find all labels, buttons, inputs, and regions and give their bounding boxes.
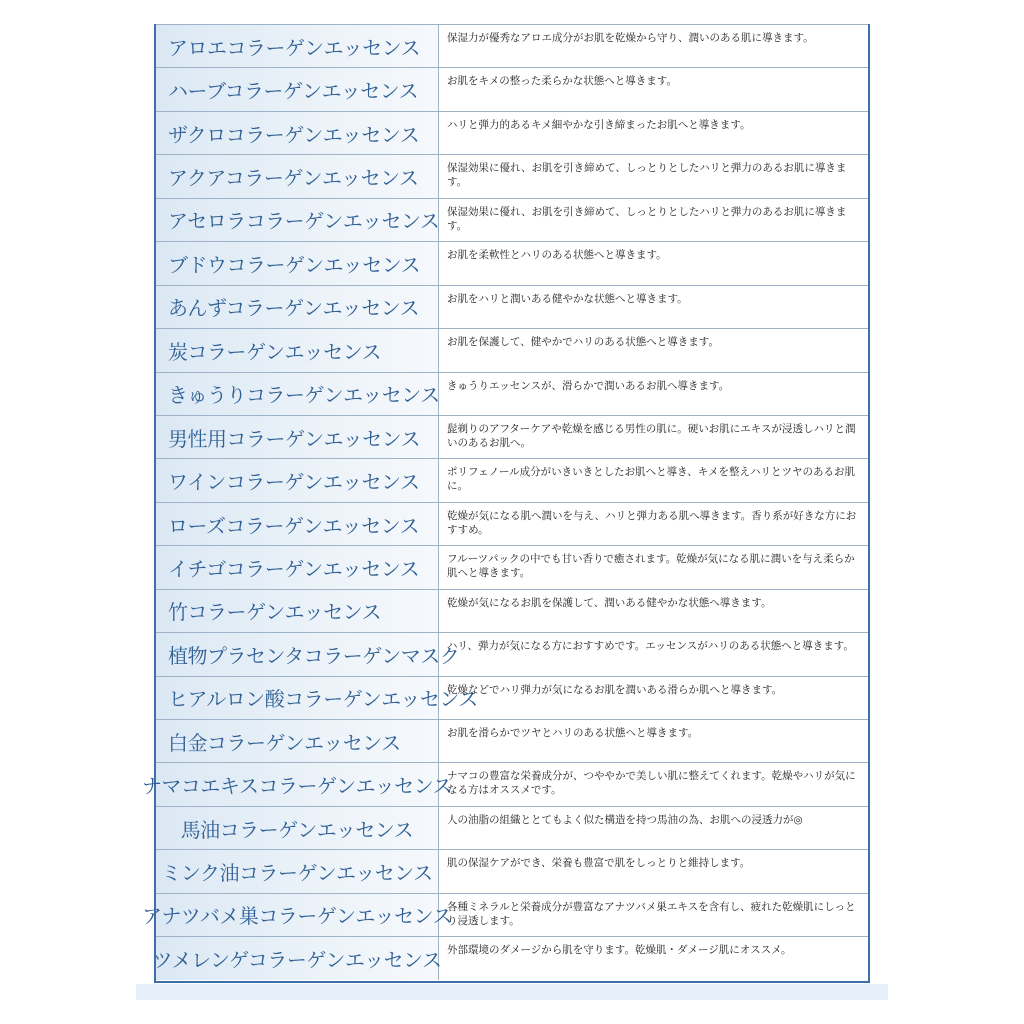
product-name: ブドウコラーゲンエッセンス [156,242,439,284]
product-name: イチゴコラーゲンエッセンス [156,546,439,588]
product-description: 保湿力が優秀なアロエ成分がお肌を乾燥から守り、潤いのある肌に導きます。 [447,32,814,44]
product-name: ナマコエキスコラーゲンエッセンス [156,763,439,805]
product-name: アナツバメ巣コラーゲンエッセンス [156,894,439,936]
product-name: アロエコラーゲンエッセンス [156,25,439,67]
product-name: 白金コラーゲンエッセンス [156,720,439,762]
table-row [156,719,868,762]
product-description: 乾燥が気になるお肌を保護して、潤いある健やかな状態へ導きます。 [447,596,772,609]
footer-bar [136,984,888,1000]
product-description: きゅうりエッセンスが、滑らかで潤いあるお肌へ導きます。 [447,379,730,392]
table-row [156,328,868,371]
product-description: 乾燥などでハリ弾力が気になるお肌を潤いある滑らか肌へと導きます。 [447,683,783,696]
product-description: 各種ミネラルと栄養成分が豊富なアナツバメ巣エキスを含有し、疲れた乾燥肌にしっとり浸透します。 [447,900,856,927]
product-name: 馬油コラーゲンエッセンス [156,807,439,849]
product-description: 保湿効果に優れ、お肌を引き締めて、しっとりとしたハリと弾力のあるお肌に導きます。 [447,162,847,189]
table-row [156,589,868,632]
table-row [156,154,868,197]
table-row [156,415,868,458]
product-name: ワインコラーゲンエッセンス [156,459,439,501]
product-description: お肌を保護して、健やかでハリのある状態へと導きます。 [447,336,719,349]
table-row [156,676,868,719]
table-row [156,111,868,154]
product-name: アセロラコラーゲンエッセンス [156,199,439,241]
product-description: 人の油脂の組織ととてもよく似た構造を持つ馬油の為、お肌への浸透力が◎ [447,813,803,826]
table-row [156,285,868,328]
table-row [156,198,868,241]
table-row [156,372,868,415]
table-row [156,458,868,501]
product-name: ローズコラーゲンエッセンス [156,503,439,545]
product-description: フルーツパックの中でも甘い香りで癒されます。乾燥が気になる肌に潤いを与え柔らか肌へと導きます。 [447,553,855,580]
product-description: お肌をハリと潤いある健やかな状態へと導きます。 [447,292,688,305]
product-name: ツメレンゲコラーゲンエッセンス [156,937,439,979]
table-row [156,849,868,892]
product-description: 肌の保湿ケアができ、栄養も豊富で肌をしっとりと維持します。 [447,857,751,870]
table-row [152,936,868,979]
product-description: お肌を柔軟性とハリのある状態へと導きます。 [447,249,667,262]
product-name: 男性用コラーゲンエッセンス [156,416,439,458]
product-name: 竹コラーゲンエッセンス [156,590,439,632]
product-description: ハリ、弾力が気になる方におすすめです。エッセンスがハリのある状態へと導きます。 [447,640,854,653]
product-name: きゅうりコラーゲンエッセンス [156,373,439,415]
product-name: ハーブコラーゲンエッセンス [156,68,439,110]
table-row [156,806,868,849]
product-description: 保湿効果に優れ、お肌を引き締めて、しっとりとしたハリと弾力のあるお肌に導きます。 [447,205,847,232]
table-row [156,545,868,588]
table-row [156,67,868,110]
product-name: アクアコラーゲンエッセンス [156,155,439,197]
product-description: 髭剃りのアフターケアや乾燥を感じる男性の肌に。硬いお肌にエキスが浸透しハリと潤いのあるお肌へ。 [447,422,856,449]
table-row [156,241,868,284]
table-row [156,502,868,545]
table-row [142,893,868,936]
product-name: ヒアルロン酸コラーゲンエッセンス [156,677,439,719]
product-description: 乾燥が気になる肌へ潤いを与え、ハリと弾力ある肌へ導きます。香り系が好きな方におすすめ。 [447,509,857,536]
product-description: 外部環境のダメージから肌を守ります。乾燥肌・ダメージ肌にオススメ。 [447,944,792,957]
product-description: お肌を滑らかでツヤとハリのある状態へと導きます。 [447,727,699,739]
product-name: 植物プラセンタコラーゲンマスク [156,633,439,675]
product-name: あんずコラーゲンエッセンス [156,286,439,328]
product-name: 炭コラーゲンエッセンス [156,329,439,371]
product-description: ポリフェノール成分がいきいきとしたお肌へと導き、キメを整えハリとツヤのあるお肌に。 [447,466,856,493]
product-description: ハリと弾力的あるキメ細やかな引き締まったお肌へと導きます。 [447,118,751,131]
product-name: ザクロコラーゲンエッセンス [156,112,439,154]
table-row [141,762,868,805]
table-row [156,632,868,675]
product-description: ナマコの豊富な栄養成分が、つややかで美しい肌に整えてくれます。乾燥やハリが気になる方はオススメです。 [447,770,856,797]
table-row [156,24,868,67]
product-table [141,24,870,983]
product-name: ミンク油コラーゲンエッセンス [156,850,439,892]
product-description: お肌をキメの整った柔らかな状態へと導きます。 [447,75,677,88]
